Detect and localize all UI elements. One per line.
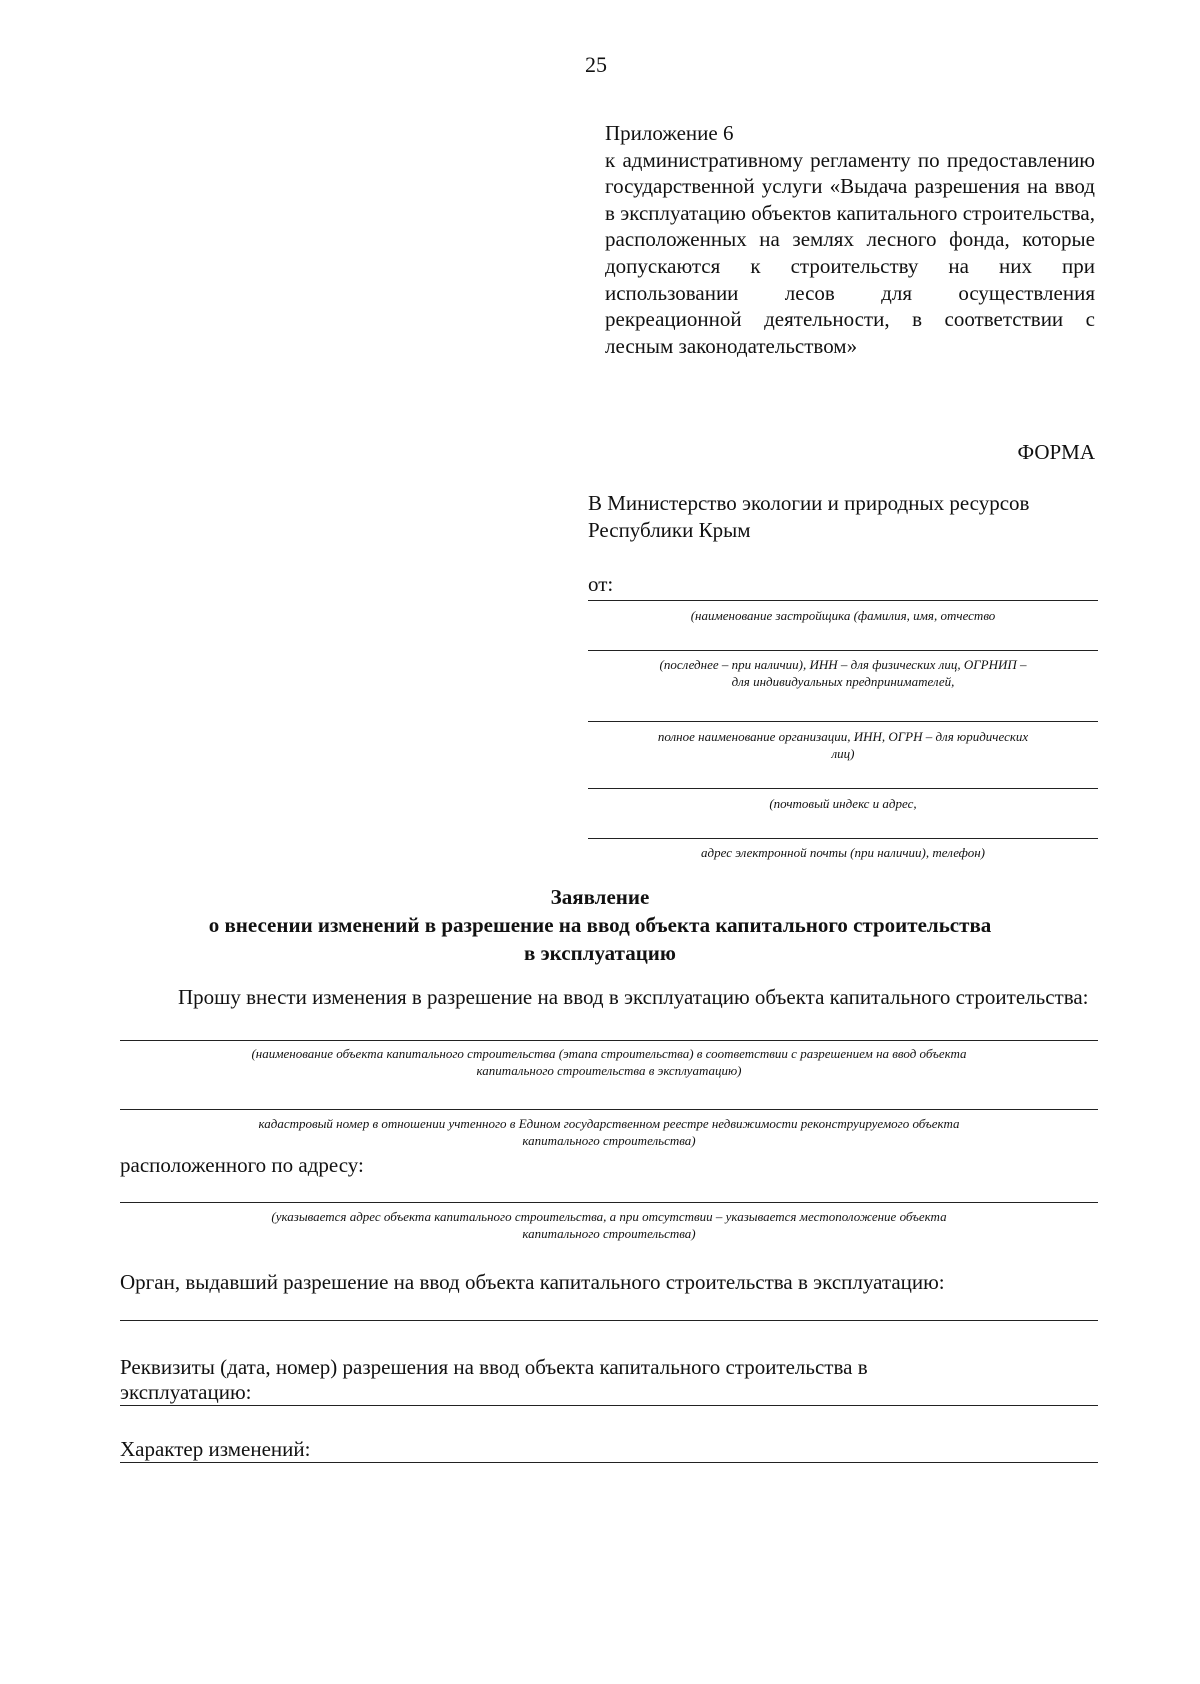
cadastral-caption-line-1: кадастровый номер в отношении учтенного в Едином государственном реестре недвижимости реконструируемого объекта xyxy=(258,1116,960,1131)
object-address-line[interactable] xyxy=(120,1202,1098,1203)
applicant-name-line[interactable] xyxy=(588,600,1098,601)
object-address-caption-line-2: капитального строительства) xyxy=(522,1226,696,1241)
page-number: 25 xyxy=(585,52,607,77)
heading-line-3: в эксплуатацию xyxy=(524,941,676,965)
object-name-line[interactable] xyxy=(120,1040,1098,1041)
application-heading xyxy=(0,883,1200,967)
organization-line[interactable] xyxy=(588,721,1098,722)
request-paragraph: Прошу внести изменения в разрешение на ввод в эксплуатацию объекта капитального строительства: xyxy=(178,985,1089,1009)
address-label: расположенного по адресу: xyxy=(120,1153,364,1177)
cadastral-caption-line-2: капитального строительства) xyxy=(522,1133,696,1148)
heading-line-2: о внесении изменений в разрешение на ввод объекта капитального строительства xyxy=(208,913,992,937)
form-label: ФОРМА xyxy=(1017,440,1095,464)
appendix-body: к административному регламенту по предоставлению государственной услуги «Выдача разрешения на ввод в эксплуатацию объектов капитального строительства, расположенных на землях лесного фонда, которые допускаются к строительству на них при использовании лесов для осуществления рекреационной деятельности, в соответствии с лесным законодательством» xyxy=(605,147,1095,358)
applicant-caption-5: адрес электронной почты (при наличии), телефон) xyxy=(701,845,985,860)
object-address-caption-line-1: (указывается адрес объекта капитального строительства, а при отсутствии – указывается местоположение объекта xyxy=(271,1209,947,1224)
object-name-caption-line-2: капитального строительства в эксплуатацию) xyxy=(476,1063,742,1078)
applicant-caption-1: (наименование застройщика (фамилия, имя, отчество xyxy=(690,608,996,623)
changes-label: Характер изменений: xyxy=(120,1437,311,1461)
permit-details-line[interactable] xyxy=(120,1405,1098,1406)
applicant-caption-2 xyxy=(588,656,1098,690)
object-name-caption xyxy=(120,1045,1098,1079)
postal-address-line[interactable] xyxy=(588,788,1098,789)
object-name-caption-line-1: (наименование объекта капитального строительства (этапа строительства) в соответствии с разрешением на ввод объекта xyxy=(251,1046,967,1061)
applicant-caption-3-line-1: полное наименование организации, ИНН, ОГРН – для юридических xyxy=(657,729,1029,744)
applicant-caption-3-line-2: лиц) xyxy=(831,746,855,761)
recipient-block xyxy=(588,490,1098,544)
permit-details-line-2: эксплуатацию: xyxy=(120,1380,252,1404)
recipient-line-1: В Министерство экологии и природных ресурсов xyxy=(588,491,1030,515)
changes-line[interactable] xyxy=(120,1462,1098,1463)
applicant-details-line[interactable] xyxy=(588,650,1098,651)
from-label: от: xyxy=(588,572,614,596)
applicant-caption-2-line-1: (последнее – при наличии), ИНН – для физических лиц, ОГРНИП – xyxy=(659,657,1027,672)
cadastral-caption xyxy=(120,1115,1098,1149)
authority-label: Орган, выдавший разрешение на ввод объекта капитального строительства в эксплуатацию: xyxy=(120,1270,945,1294)
applicant-caption-4: (почтовый индекс и адрес, xyxy=(769,796,917,811)
heading-line-1: Заявление xyxy=(550,885,650,909)
authority-line[interactable] xyxy=(120,1320,1098,1321)
contacts-line[interactable] xyxy=(588,838,1098,839)
recipient-line-2: Республики Крым xyxy=(588,518,751,542)
appendix-title: Приложение 6 xyxy=(605,121,734,145)
applicant-caption-3 xyxy=(588,728,1098,762)
permit-details-line-1: Реквизиты (дата, номер) разрешения на ввод объекта капитального строительства в xyxy=(120,1355,868,1379)
cadastral-number-line[interactable] xyxy=(120,1109,1098,1110)
applicant-caption-2-line-2: для индивидуальных предпринимателей, xyxy=(731,674,955,689)
permit-details-label xyxy=(120,1355,868,1405)
appendix-block xyxy=(605,120,1095,359)
object-address-caption xyxy=(120,1208,1098,1242)
